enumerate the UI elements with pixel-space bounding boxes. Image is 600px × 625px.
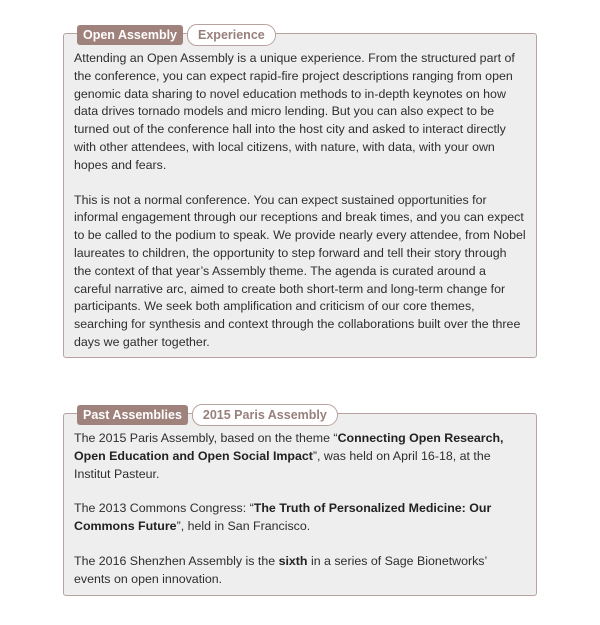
- paris-theme: Connecting Open Research, Open Education and Open Social Impact: [74, 431, 504, 463]
- past-assemblies-panel: [63, 408, 537, 596]
- shenzhen-text-before: The 2016 Shenzhen Assembly is the: [74, 553, 279, 568]
- tab-experience[interactable]: Experience: [187, 24, 276, 46]
- experience-tabs: [77, 24, 276, 46]
- paris-text-after: ”, was held on April 16-18, at the Institut Pasteur.: [74, 448, 491, 481]
- experience-paragraph-2: This is not a normal conference. You can expect sustained opportunities for informal engagement through our receptions and break times, and you can expect to be called to the podium to speak. We provide nearly every attendee, from Nobel laureates to children, the opportunity to step forward and tell their story through the context of that year’s Assembly theme. The agenda is curated around a careful narrative arc, aimed to create both short-term and long-term change for participants. We seek both amplification and criticism of our core themes, searching for synthesis and context through the collaborations built over the three days we gather together.: [74, 192, 526, 349]
- commons-congress-paragraph: [74, 500, 526, 536]
- shenzhen-text-after: in a series of Sage Bionetworks’ events on open innovation.: [74, 553, 487, 586]
- experience-panel: [63, 28, 537, 358]
- tab-past-assemblies[interactable]: Past Assemblies: [77, 405, 188, 425]
- tab-open-assembly[interactable]: Open Assembly: [77, 25, 183, 45]
- paris-text-before: The 2015 Paris Assembly, based on the theme “: [74, 431, 338, 445]
- past-assemblies-tabs: [77, 404, 338, 426]
- paris-assembly-paragraph: [74, 430, 526, 483]
- commons-theme: The Truth of Personalized Medicine: Our Commons Future: [74, 501, 492, 534]
- shenzhen-ordinal: sixth: [278, 553, 308, 568]
- shenzhen-assembly-paragraph: [74, 553, 526, 589]
- experience-paragraph-1: Attending an Open Assembly is a unique experience. From the structured part of the conference, you can expect rapid-fire project descriptions ranging from open genomic data sharing to novel education methods to in-depth keynotes on how data drives tornado models and micro lending. But you can also expect to be turned out of the conference hall into the host city and asked to interact directly with other attendees, with local citizens, with nature, with data, with your own hopes and fears.: [74, 51, 515, 172]
- commons-text-after: ”, held in San Francisco.: [176, 519, 311, 534]
- commons-text-before: The 2013 Commons Congress: “: [74, 501, 254, 516]
- tab-2015-paris-assembly[interactable]: 2015 Paris Assembly: [192, 404, 338, 426]
